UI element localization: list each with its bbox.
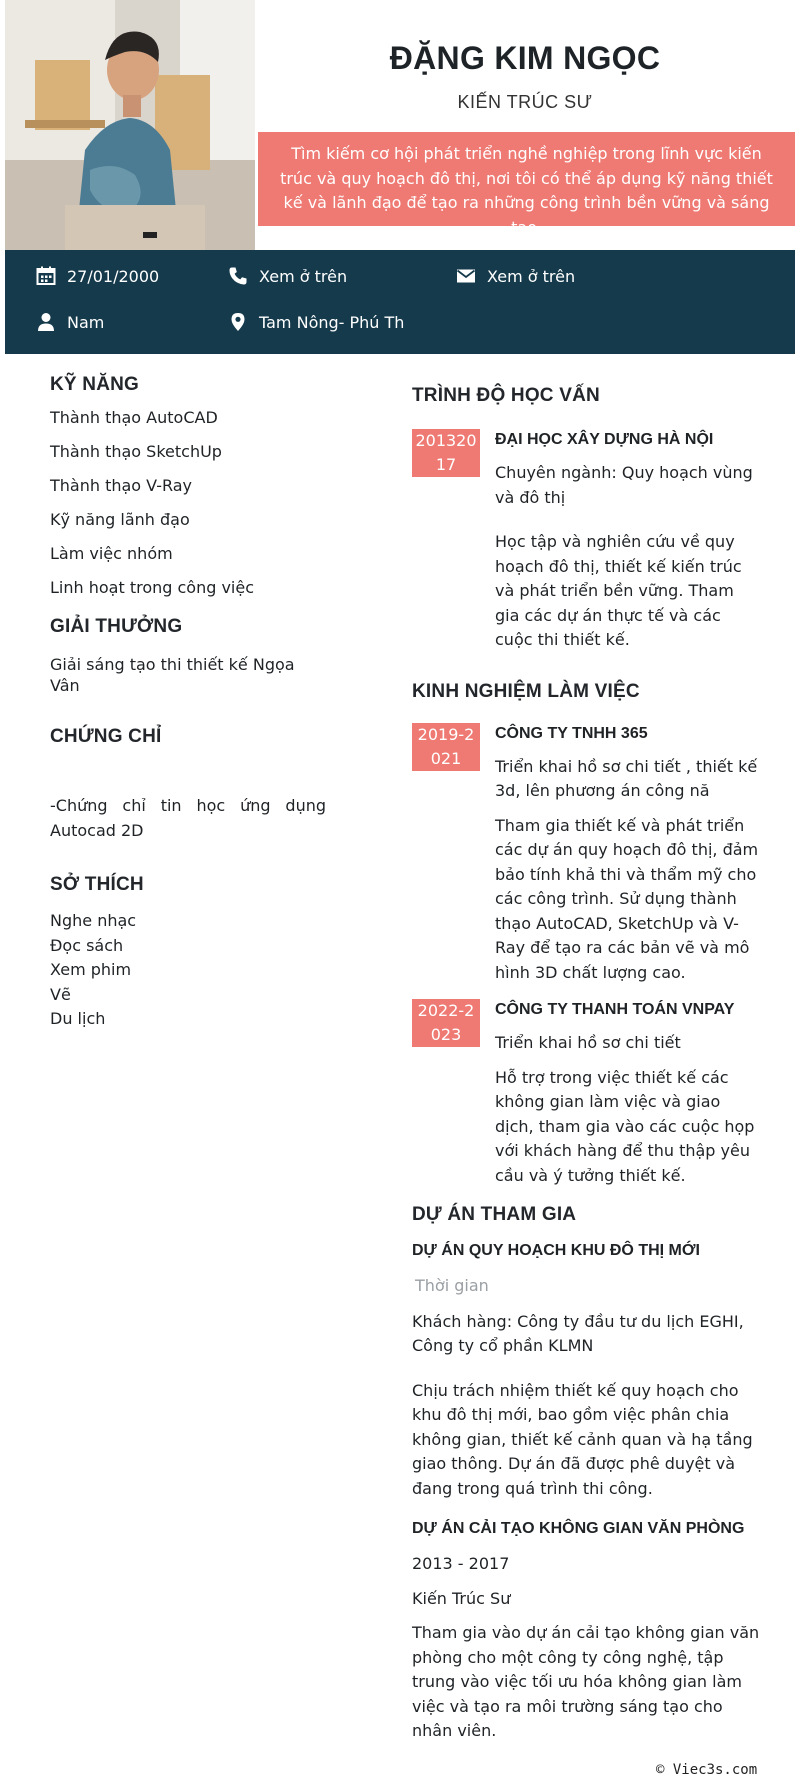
hobby-item: Vẽ (50, 984, 71, 1004)
map-pin-icon (227, 311, 249, 333)
skill-item: Kỹ năng lãnh đạo (50, 510, 190, 529)
education-years: 20132017 (412, 429, 480, 477)
skill-item: Thành thạo SketchUp (50, 442, 222, 461)
certificates-title: CHỨNG CHỈ (50, 726, 162, 747)
project-description: Tham gia vào dự án cải tạo không gian văn phòng cho một công ty công nghệ, tập trung vào việc tối ưu hóa không gian làm việc và tạo ra môi trường sáng tạo cho nhân viên. (412, 1623, 760, 1740)
education-title: TRÌNH ĐỘ HỌC VẤN (412, 385, 600, 406)
experience-entry (412, 999, 762, 1188)
experience-years: 2019-2021 (412, 723, 480, 771)
project-name: DỰ ÁN QUY HOẠCH KHU ĐÔ THỊ MỚI (412, 1242, 700, 1259)
hobbies-title: SỞ THÍCH (50, 874, 144, 895)
experience-position: Triển khai hồ sơ chi tiết , thiết kế 3d, lên phương án công nă (495, 756, 758, 800)
certificate-item: -Chứng chỉ tin học ứng dụng Autocad 2D (50, 796, 326, 840)
candidate-name: ĐẶNG KIM NGỌC (389, 40, 661, 76)
birthday-value: 27/01/2000 (67, 266, 160, 286)
contact-email (455, 265, 575, 287)
awards-title: GIẢI THƯỞNG (50, 616, 183, 637)
hobby-item: Xem phim (50, 960, 132, 979)
profile-photo (5, 0, 255, 250)
experience-entry (412, 723, 762, 986)
skills-title: KỸ NĂNG (50, 374, 140, 395)
career-objective: Tìm kiếm cơ hội phát triển nghề nghiệp trong lĩnh vực kiến trúc và quy hoạch đô thị, nơi tôi có thể áp dụng kỹ năng thiết kế và lãnh đạo để tạo ra những công trình bền vững và sáng tạo. (258, 132, 795, 226)
award-item: Giải sáng tạo thi thiết kế Ngọa Vân (50, 655, 295, 695)
hobby-item: Nghe nhạc (50, 911, 137, 930)
hobbies-list (50, 909, 326, 1032)
skills-list (50, 407, 326, 598)
contact-gender (35, 311, 104, 333)
cv-header (5, 0, 795, 250)
hobby-item: Đọc sách (50, 935, 124, 955)
project-entry (412, 1240, 762, 1501)
phone-icon (227, 265, 249, 287)
experience-position: Triển khai hồ sơ chi tiết (495, 1033, 681, 1052)
skill-item: Linh hoạt trong công việc (50, 578, 255, 597)
contact-birthday (35, 265, 159, 287)
experience-description: Hỗ trợ trong việc thiết kế các không gian làm việc và giao dịch, tham gia vào các cuộc họp với khách hàng để thu thập yêu cầu và ý tưởng thiết kế. (495, 1067, 755, 1185)
projects-title: DỰ ÁN THAM GIA (412, 1204, 577, 1225)
contact-address (227, 311, 404, 333)
education-major: Chuyên ngành: Quy hoạch vùng và đô thị (495, 463, 753, 507)
contact-phone (227, 265, 347, 287)
envelope-icon (455, 265, 477, 287)
person-icon (35, 311, 57, 333)
project-role: Kiến Trúc Sư (412, 1588, 511, 1608)
right-column (412, 385, 762, 1744)
skill-item: Thành thạo V-Ray (50, 476, 192, 495)
candidate-role: KIẾN TRÚC SƯ (457, 92, 593, 112)
education-entry (412, 429, 762, 653)
project-time: 2013 - 2017 (412, 1554, 510, 1573)
skill-item: Làm việc nhóm (50, 544, 173, 563)
project-name: DỰ ÁN CẢI TẠO KHÔNG GIAN VĂN PHÒNG (412, 1520, 745, 1537)
experience-description: Tham gia thiết kế và phát triển các dự án quy hoạch đô thị, đảm bảo tính khả thi và thẩm mỹ cho các công trình. Sử dụng thành thạo AutoCAD, SketchUp và V-Ray để tạo ra các bản vẽ và mô hình 3D chất lượng cao. (495, 815, 759, 982)
skill-item: Thành thạo AutoCAD (50, 408, 218, 427)
footer-watermark: © Viec3s.com (656, 1762, 758, 1778)
gender-value: Nam (67, 312, 105, 332)
school-name: ĐẠI HỌC XÂY DỰNG HÀ NỘI (495, 431, 714, 448)
project-description: Chịu trách nhiệm thiết kế quy hoạch cho khu đô thị mới, bao gồm việc phân chia không gian, thiết kế cảnh quan và hạ tầng giao thông. Dự án đã được phê duyệt và đang trong quá trình thi công. (412, 1380, 753, 1498)
company-name: CÔNG TY TNHH 365 (495, 724, 648, 742)
project-client: Khách hàng: Công ty đầu tư du lịch EGHI, Công ty cổ phần KLMN (412, 1311, 744, 1355)
contact-bar (5, 250, 795, 354)
hobby-item: Du lịch (50, 1009, 106, 1028)
calendar-icon (35, 265, 57, 287)
address-value: Tam Nông- Phú Th (259, 312, 405, 332)
education-description: Học tập và nghiên cứu về quy hoạch đô thị, thiết kế kiến trúc và phát triển bền vững. Tham gia các dự án thực tế và các cuộc thi thiết kế. (495, 532, 742, 649)
company-name: CÔNG TY THANH TOÁN VNPAY (495, 1001, 735, 1018)
experience-title: KINH NGHIỆM LÀM VIỆC (412, 680, 640, 702)
left-column (50, 374, 326, 1032)
phone-value: Xem ở trên (259, 266, 348, 286)
experience-years: 2022-2023 (412, 999, 480, 1047)
project-entry (412, 1518, 762, 1744)
email-value: Xem ở trên (487, 266, 576, 286)
project-time: Thời gian (415, 1276, 489, 1295)
